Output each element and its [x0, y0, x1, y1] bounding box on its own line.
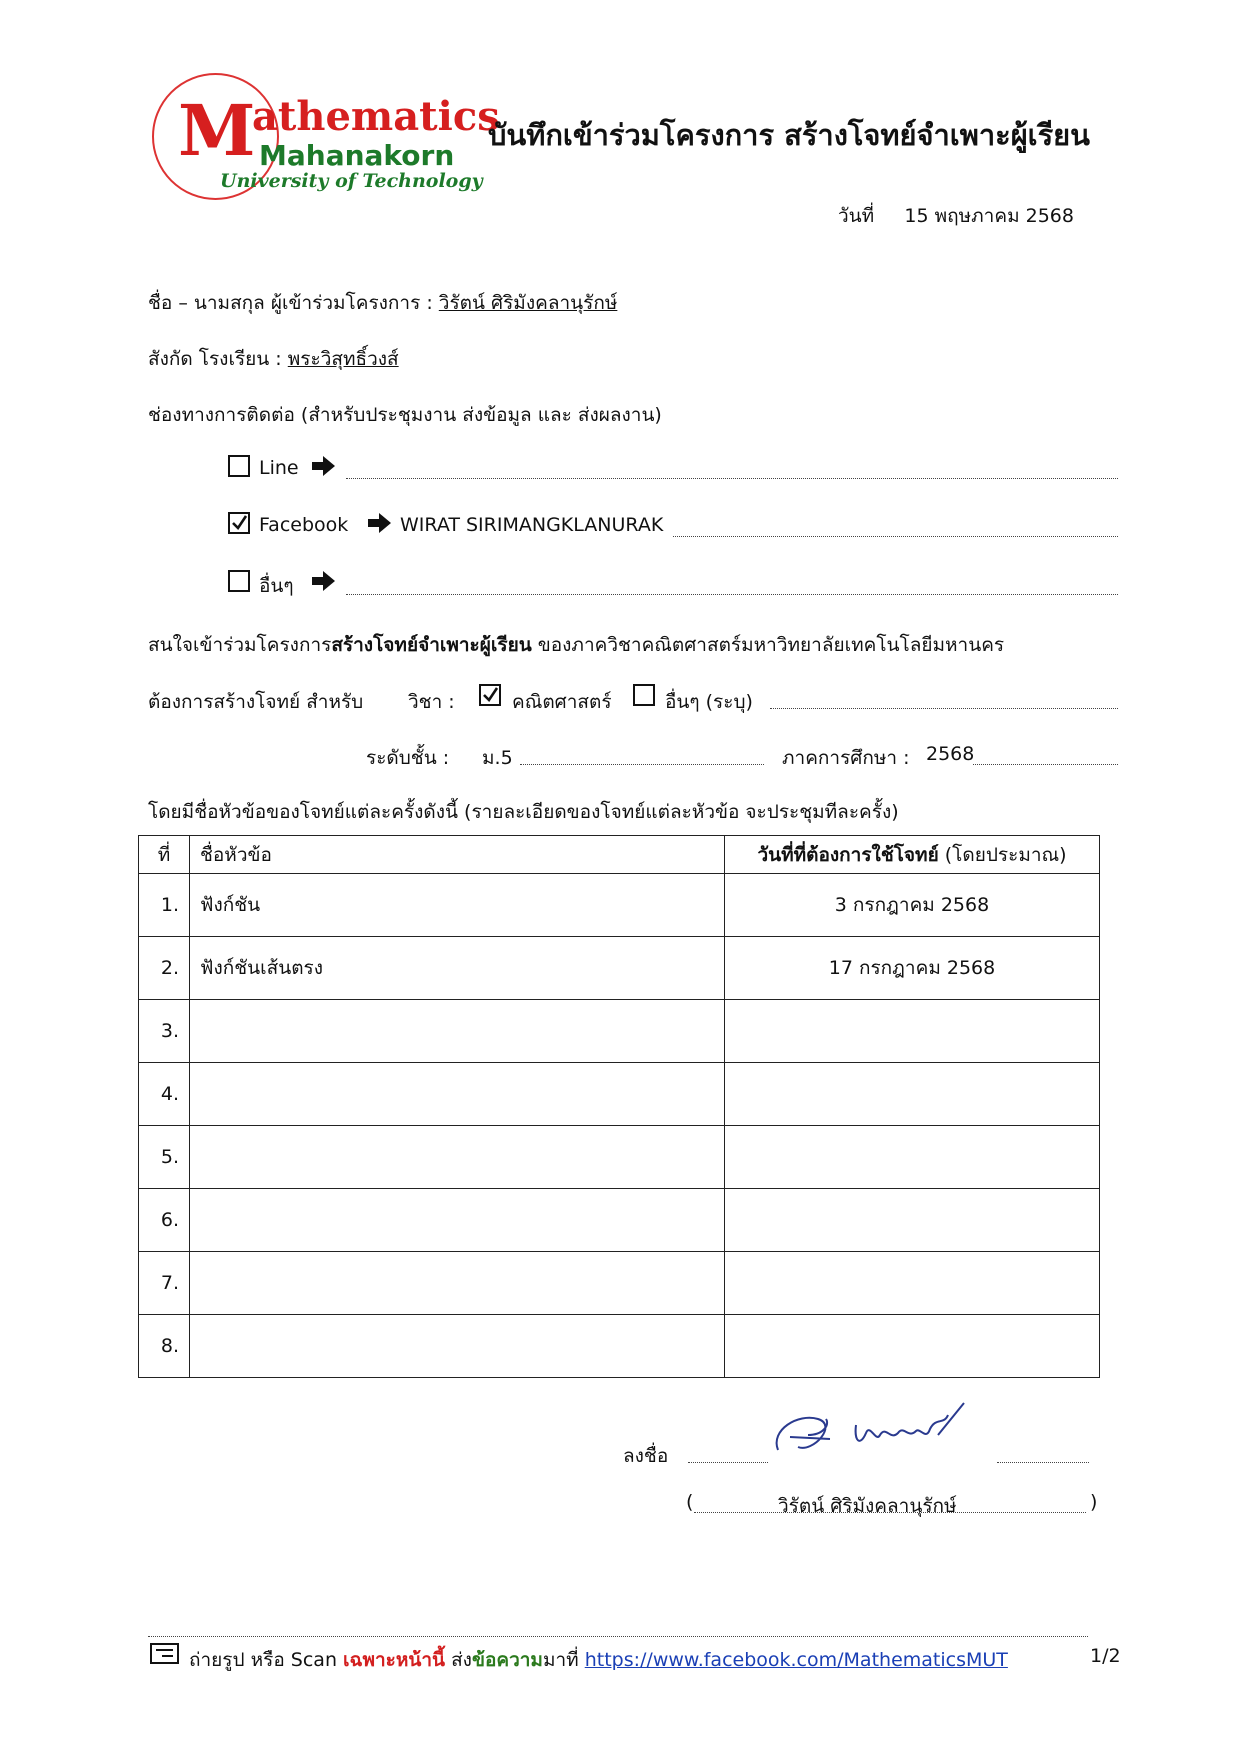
- table-row: [139, 1000, 1100, 1063]
- logo-mahanakorn: Mahanakorn: [259, 139, 455, 172]
- check-icon: [230, 514, 248, 532]
- row-no: 6.: [139, 1189, 190, 1252]
- table-header-row: [139, 836, 1100, 874]
- interest-line: [148, 630, 1004, 660]
- arrow-right-icon: [312, 456, 336, 476]
- row-date[interactable]: [725, 1315, 1100, 1378]
- row-topic[interactable]: ฟังก์ชันเส้นตรง: [190, 937, 725, 1000]
- row-topic[interactable]: [190, 1126, 725, 1189]
- row-topic[interactable]: [190, 1000, 725, 1063]
- footer-divider: [148, 1636, 1088, 1637]
- row-date[interactable]: [725, 1189, 1100, 1252]
- level-label: ระดับชั้น :: [366, 747, 450, 769]
- table-row: [139, 1315, 1100, 1378]
- header-date-note: (โดยประมาณ): [938, 843, 1067, 866]
- arrow-right-icon: [312, 571, 336, 591]
- name-label: ชื่อ – นามสกุล ผู้เข้าร่วมโครงการ :: [148, 292, 433, 314]
- printed-name: วิรัตน์ ศิริมังคลานุรักษ์: [778, 1495, 957, 1517]
- subject-prefix: วิชา :: [408, 691, 455, 713]
- footer-text1: ถ่ายรูป หรือ Scan: [189, 1649, 344, 1671]
- logo-word: athematics: [252, 93, 500, 140]
- footer-text: [189, 1645, 1008, 1675]
- name-line: [148, 288, 617, 318]
- table-row: [139, 1126, 1100, 1189]
- row-date[interactable]: [725, 1000, 1100, 1063]
- date-value: 15 พฤษภาคม 2568: [904, 205, 1074, 227]
- logo-university: University of Technology: [220, 170, 483, 192]
- row-date[interactable]: 17 กรกฎาคม 2568: [725, 937, 1100, 1000]
- footer-highlight-message: ข้อความ: [471, 1649, 543, 1671]
- subject-label: ต้องการสร้างโจทย์ สำหรับ: [148, 691, 364, 713]
- signature-line-right: [997, 1462, 1089, 1463]
- facebook-value: WIRAT SIRIMANGKLANURAK: [400, 514, 664, 536]
- contact-heading: ช่องทางการติดต่อ (สำหรับประชุมงาน ส่งข้อมูล และ ส่งผลงาน): [148, 404, 662, 426]
- interest-suffix: ของภาควิชาคณิตศาสตร์มหาวิทยาลัยเทคโนโลยีมหานคร: [531, 634, 1005, 656]
- line-checkbox[interactable]: [228, 455, 250, 477]
- math-checkbox[interactable]: [479, 684, 501, 706]
- row-date[interactable]: 3 กรกฎาคม 2568: [725, 874, 1100, 937]
- level-input[interactable]: [520, 764, 764, 765]
- footer-text3: มาที่: [542, 1649, 585, 1671]
- school-value: พระวิสุทธิ์วงส์: [287, 348, 399, 370]
- row-no: 1.: [139, 874, 190, 937]
- facebook-label: Facebook: [259, 514, 349, 536]
- page-number: 1/2: [1090, 1645, 1121, 1667]
- check-icon: [481, 686, 499, 704]
- row-no: 8.: [139, 1315, 190, 1378]
- row-no: 2.: [139, 937, 190, 1000]
- line-label: Line: [259, 457, 299, 479]
- table-row: [139, 874, 1100, 937]
- table-row: [139, 1189, 1100, 1252]
- arrow-right-icon: [368, 513, 392, 533]
- row-date[interactable]: [725, 1252, 1100, 1315]
- facebook-checkbox[interactable]: [228, 512, 250, 534]
- date-line: [838, 201, 1074, 231]
- header-topic: ชื่อหัวข้อ: [190, 836, 725, 874]
- topics-intro: โดยมีชื่อหัวข้อของโจทย์แต่ละครั้งดังนี้ (รายละเอียดของโจทย์แต่ละหัวข้อ จะประชุมทีละครั้ง): [148, 801, 899, 823]
- date-label: วันที่: [838, 205, 875, 227]
- row-topic[interactable]: [190, 1063, 725, 1126]
- facebook-link[interactable]: https://www.facebook.com/MathematicsMUT: [584, 1649, 1008, 1671]
- semester-input[interactable]: [973, 764, 1118, 765]
- row-no: 3.: [139, 1000, 190, 1063]
- level-value: ม.5: [482, 747, 513, 769]
- row-date[interactable]: [725, 1063, 1100, 1126]
- header-date-bold: วันที่ที่ต้องการใช้โจทย์: [757, 843, 939, 866]
- school-line: [148, 344, 399, 374]
- handwritten-signature: [768, 1395, 988, 1465]
- other-input[interactable]: [346, 594, 1118, 595]
- row-no: 7.: [139, 1252, 190, 1315]
- row-topic[interactable]: [190, 1189, 725, 1252]
- topics-table: [138, 835, 1100, 1378]
- row-no: 5.: [139, 1126, 190, 1189]
- open-paren: (: [686, 1491, 694, 1513]
- footer-highlight-only-this-page: เฉพาะหน้านี้: [343, 1649, 446, 1671]
- signature-label: ลงชื่อ: [623, 1445, 669, 1467]
- line-input[interactable]: [346, 478, 1118, 479]
- math-label: คณิตศาสตร์: [512, 691, 612, 713]
- logo-initial: M: [178, 89, 256, 172]
- header-no: ที่: [139, 836, 190, 874]
- row-date[interactable]: [725, 1126, 1100, 1189]
- semester-label: ภาคการศึกษา :: [782, 747, 910, 769]
- signature-line-left: [688, 1462, 768, 1463]
- table-row: [139, 1252, 1100, 1315]
- row-topic[interactable]: [190, 1252, 725, 1315]
- header-date: [725, 836, 1100, 874]
- semester-value: 2568: [926, 743, 975, 765]
- table-row: [139, 1063, 1100, 1126]
- other-label: อื่นๆ: [259, 575, 294, 597]
- name-value: วิรัตน์ ศิริมังคลานุรักษ์: [438, 292, 618, 314]
- footer-text2: ส่ง: [445, 1649, 472, 1671]
- facebook-input[interactable]: [673, 536, 1118, 537]
- other-subject-label: อื่นๆ (ระบุ): [665, 691, 753, 713]
- other-subject-input[interactable]: [770, 708, 1118, 709]
- message-icon: [150, 1643, 180, 1665]
- other-subject-checkbox[interactable]: [633, 684, 655, 706]
- close-paren: ): [1090, 1491, 1098, 1513]
- row-topic[interactable]: [190, 1315, 725, 1378]
- school-label: สังกัด โรงเรียน :: [148, 348, 282, 370]
- row-topic[interactable]: ฟังก์ชัน: [190, 874, 725, 937]
- interest-prefix: สนใจเข้าร่วมโครงการ: [148, 634, 332, 656]
- page-title: บันทึกเข้าร่วมโครงการ สร้างโจทย์จำเพาะผู้เรียน: [488, 118, 1090, 152]
- project-name: สร้างโจทย์จำเพาะผู้เรียน: [331, 634, 532, 656]
- row-no: 4.: [139, 1063, 190, 1126]
- table-row: [139, 937, 1100, 1000]
- other-checkbox[interactable]: [228, 570, 250, 592]
